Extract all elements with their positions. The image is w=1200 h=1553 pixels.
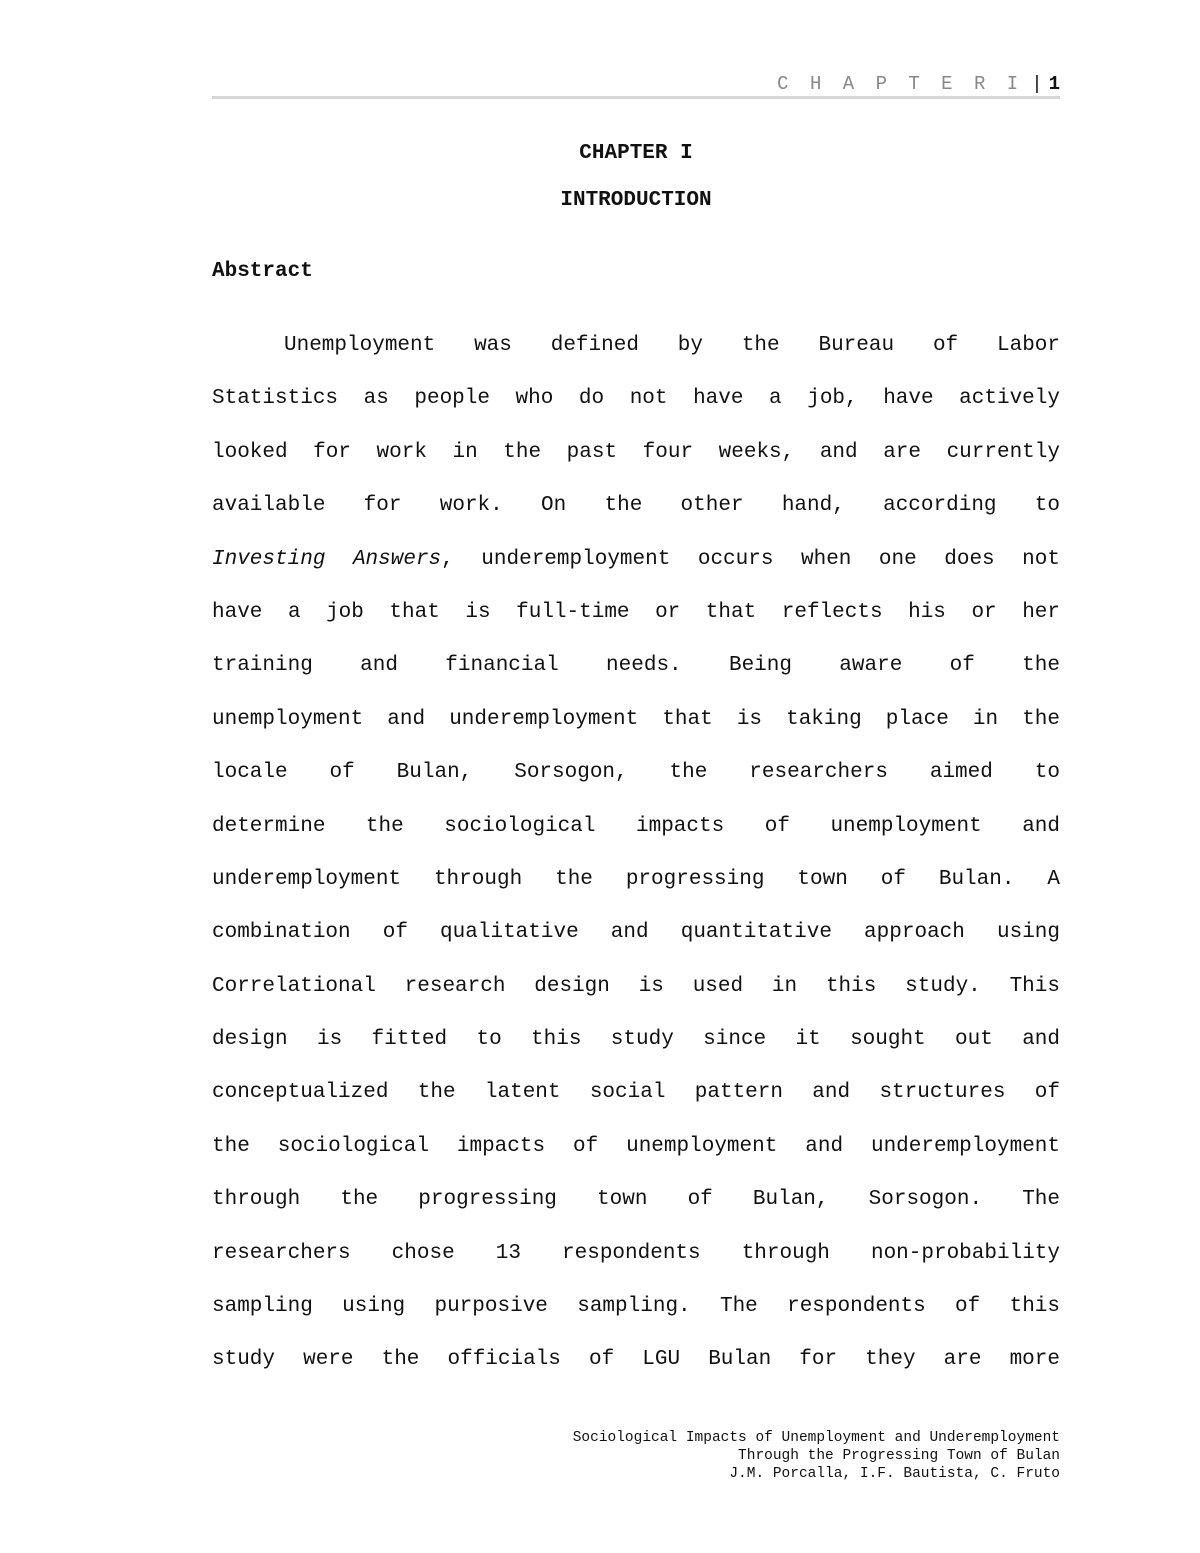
header-separator: |: [1031, 73, 1043, 95]
body-line: design is fitted to this study since it sought out and: [212, 1028, 1060, 1052]
abstract-heading: Abstract: [212, 260, 313, 283]
body-line: the sociological impacts of unemployment and underemployment: [212, 1134, 1060, 1158]
footer-authors: J.M. Porcalla, I.F. Bautista, C. Fruto: [729, 1466, 1060, 1482]
body-line: determine the sociological impacts of unemployment and: [212, 814, 1060, 838]
body-line: Correlational research design is used in this study. This: [212, 974, 1060, 998]
cited-source: Investing Answers: [212, 547, 442, 571]
body-line: researchers chose 13 respondents through non-probability: [212, 1241, 1060, 1265]
body-line: through the progressing town of Bulan, Sorsogon. The: [212, 1188, 1060, 1212]
running-header: [212, 70, 1060, 98]
body-line: have a job that is full-time or that reflects his or her: [212, 600, 1060, 624]
body-line: Unemployment was defined by the Bureau of Labor: [284, 334, 1060, 357]
body-line: combination of qualitative and quantitative approach using: [212, 921, 1060, 945]
body-line: conceptualized the latent social pattern and structures of: [212, 1081, 1060, 1105]
page-number: 1: [1048, 73, 1060, 95]
body-line: locale of Bulan, Sorsogon, the researchers aimed to: [212, 761, 1060, 785]
body-line: available for work. On the other hand, according to: [212, 494, 1060, 518]
body-line-with-citation: [212, 533, 1060, 586]
body-line: training and financial needs. Being aware of the: [212, 654, 1060, 678]
body-line: sampling using purposive sampling. The respondents of this: [212, 1295, 1060, 1319]
body-line-rest: , underemployment occurs when one does not: [441, 547, 1060, 571]
footer-title-line-2: Through the Progressing Town of Bulan: [738, 1448, 1060, 1464]
chapter-title: CHAPTER I: [579, 142, 693, 165]
body-line: unemployment and underemployment that is taking place in the: [212, 707, 1060, 731]
abstract-body: [212, 319, 1060, 1387]
body-line: study were the officials of LGU Bulan for they are more: [212, 1348, 1060, 1372]
body-line: underemployment through the progressing town of Bulan. A: [212, 867, 1060, 891]
body-line: Statistics as people who do not have a job, have actively: [212, 387, 1060, 411]
footer-title-line-1: Sociological Impacts of Unemployment and Underemployment: [572, 1430, 1060, 1446]
section-title: INTRODUCTION: [560, 189, 712, 212]
header-chapter-label: C H A P T E R I: [777, 73, 1024, 95]
body-line: looked for work in the past four weeks, and are currently: [212, 440, 1060, 464]
running-footer: [212, 1429, 1060, 1483]
header-rule: [212, 96, 1060, 99]
